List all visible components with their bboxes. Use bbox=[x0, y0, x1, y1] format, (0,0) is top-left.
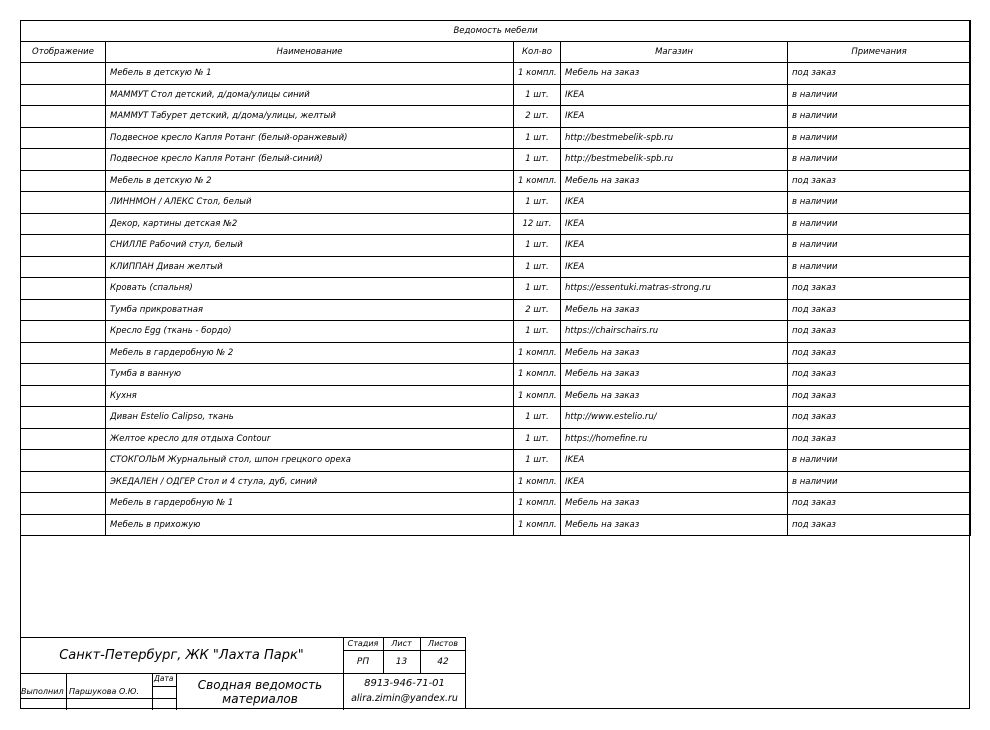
cell-note: под заказ bbox=[788, 170, 971, 192]
cell-display bbox=[21, 299, 106, 321]
cell-qty: 1 шт. bbox=[514, 321, 561, 343]
cell-store: Мебель на заказ bbox=[561, 493, 788, 515]
table-row bbox=[21, 342, 971, 364]
cell-display bbox=[21, 514, 106, 536]
doc-title-line1: Сводная ведомость bbox=[197, 678, 323, 692]
cell-note: в наличии bbox=[788, 450, 971, 472]
cell-display bbox=[21, 493, 106, 515]
cell-name: Мебель в прихожую bbox=[106, 514, 514, 536]
cell-qty: 1 компл. bbox=[514, 493, 561, 515]
cell-store: IKEA bbox=[561, 256, 788, 278]
table-title: Ведомость мебели bbox=[21, 21, 971, 42]
doc-title-line2: материалов bbox=[222, 692, 298, 706]
cell-store: IKEA bbox=[561, 450, 788, 472]
cell-note: в наличии bbox=[788, 192, 971, 214]
cell-name: ЭКЕДАЛЕН / ОДГЕР Стол и 4 стула, дуб, синий bbox=[106, 471, 514, 493]
cell-qty: 1 шт. bbox=[514, 192, 561, 214]
table-row bbox=[21, 493, 971, 515]
cell-qty: 2 шт. bbox=[514, 299, 561, 321]
cell-name: Мебель в детскую № 2 bbox=[106, 170, 514, 192]
cell-qty: 2 шт. bbox=[514, 106, 561, 128]
cell-store: Мебель на заказ bbox=[561, 364, 788, 386]
col-header-display: Отображение bbox=[21, 42, 106, 63]
performer-name: Паршукова О.Ю. bbox=[69, 687, 139, 696]
cell-qty: 1 шт. bbox=[514, 127, 561, 149]
sheets-value: 42 bbox=[437, 657, 449, 667]
performed-label: Выполнил bbox=[21, 687, 64, 696]
cell-display bbox=[21, 428, 106, 450]
cell-note: под заказ bbox=[788, 278, 971, 300]
cell-name: МАММУТ Табурет детский, д/дома/улицы, желтый bbox=[106, 106, 514, 128]
table-row bbox=[21, 256, 971, 278]
cell-qty: 1 шт. bbox=[514, 407, 561, 429]
cell-name: МАММУТ Стол детский, д/дома/улицы синий bbox=[106, 84, 514, 106]
col-header-qty: Кол-во bbox=[514, 42, 561, 63]
table-row bbox=[21, 149, 971, 171]
cell-note: в наличии bbox=[788, 235, 971, 257]
cell-note: под заказ bbox=[788, 321, 971, 343]
cell-store: Мебель на заказ bbox=[561, 63, 788, 85]
table-row bbox=[21, 514, 971, 536]
cell-note: под заказ bbox=[788, 514, 971, 536]
cell-qty: 1 компл. bbox=[514, 385, 561, 407]
cell-qty: 1 компл. bbox=[514, 170, 561, 192]
furniture-table bbox=[20, 20, 971, 536]
table-row bbox=[21, 385, 971, 407]
cell-store: http://bestmebelik-spb.ru bbox=[561, 127, 788, 149]
cell-note: в наличии bbox=[788, 84, 971, 106]
cell-note: в наличии bbox=[788, 213, 971, 235]
cell-display bbox=[21, 256, 106, 278]
table-row bbox=[21, 235, 971, 257]
cell-display bbox=[21, 84, 106, 106]
cell-note: под заказ bbox=[788, 63, 971, 85]
cell-qty: 1 шт. bbox=[514, 256, 561, 278]
cell-qty: 1 шт. bbox=[514, 278, 561, 300]
table-row bbox=[21, 428, 971, 450]
cell-store: IKEA bbox=[561, 471, 788, 493]
cell-name: Кресло Egg (ткань - бордо) bbox=[106, 321, 514, 343]
cell-qty: 1 компл. bbox=[514, 471, 561, 493]
cell-name: СНИЛЛЕ Рабочий стул, белый bbox=[106, 235, 514, 257]
cell-qty: 12 шт. bbox=[514, 213, 561, 235]
cell-display bbox=[21, 278, 106, 300]
cell-note: в наличии bbox=[788, 106, 971, 128]
cell-store: https://essentuki.matras-strong.ru bbox=[561, 278, 788, 300]
cell-qty: 1 шт. bbox=[514, 84, 561, 106]
cell-qty: 1 компл. bbox=[514, 514, 561, 536]
cell-note: в наличии bbox=[788, 127, 971, 149]
cell-name: Кухня bbox=[106, 385, 514, 407]
table-row bbox=[21, 299, 971, 321]
cell-display bbox=[21, 364, 106, 386]
cell-qty: 1 компл. bbox=[514, 364, 561, 386]
cell-display bbox=[21, 149, 106, 171]
cell-display bbox=[21, 407, 106, 429]
cell-note: под заказ bbox=[788, 364, 971, 386]
table-row bbox=[21, 407, 971, 429]
table-row bbox=[21, 192, 971, 214]
contact-phone: 8913-946-71-01 bbox=[364, 678, 445, 689]
cell-note: в наличии bbox=[788, 471, 971, 493]
table-row bbox=[21, 471, 971, 493]
table-row bbox=[21, 63, 971, 85]
cell-store: IKEA bbox=[561, 213, 788, 235]
table-row bbox=[21, 127, 971, 149]
cell-name: Кровать (спальня) bbox=[106, 278, 514, 300]
cell-name: Подвесное кресло Капля Ротанг (белый-синий) bbox=[106, 149, 514, 171]
cell-store: https://homefine.ru bbox=[561, 428, 788, 450]
table-row bbox=[21, 213, 971, 235]
col-header-name: Наименование bbox=[106, 42, 514, 63]
cell-store: IKEA bbox=[561, 84, 788, 106]
cell-store: http://www.estelio.ru/ bbox=[561, 407, 788, 429]
cell-display bbox=[21, 450, 106, 472]
cell-qty: 1 шт. bbox=[514, 149, 561, 171]
stage-value: РП bbox=[356, 657, 370, 667]
cell-display bbox=[21, 106, 106, 128]
cell-display bbox=[21, 235, 106, 257]
stage-label: Стадия bbox=[347, 639, 379, 648]
cell-note: под заказ bbox=[788, 428, 971, 450]
cell-note: в наличии bbox=[788, 256, 971, 278]
cell-qty: 1 компл. bbox=[514, 63, 561, 85]
cell-note: под заказ bbox=[788, 342, 971, 364]
cell-name: ЛИННМОН / АЛЕКС Стол, белый bbox=[106, 192, 514, 214]
contact-email: alira.zimin@yandex.ru bbox=[351, 693, 458, 704]
date-label: Дата bbox=[154, 674, 174, 683]
cell-name: СТОКГОЛЬМ Журнальный стол, шпон грецкого ореха bbox=[106, 450, 514, 472]
cell-note: под заказ bbox=[788, 493, 971, 515]
cell-name: КЛИППАН Диван желтый bbox=[106, 256, 514, 278]
cell-display bbox=[21, 192, 106, 214]
cell-display bbox=[21, 321, 106, 343]
cell-name: Желтое кресло для отдыха Contour bbox=[106, 428, 514, 450]
cell-note: в наличии bbox=[788, 149, 971, 171]
cell-name: Диван Estelio Calipso, ткань bbox=[106, 407, 514, 429]
cell-note: под заказ bbox=[788, 299, 971, 321]
sheet-label: Лист bbox=[391, 639, 412, 648]
cell-store: IKEA bbox=[561, 106, 788, 128]
cell-note: под заказ bbox=[788, 407, 971, 429]
col-header-store: Магазин bbox=[561, 42, 788, 63]
cell-display bbox=[21, 471, 106, 493]
col-header-note: Примечания bbox=[788, 42, 971, 63]
table-row bbox=[21, 170, 971, 192]
table-row bbox=[21, 321, 971, 343]
cell-display bbox=[21, 170, 106, 192]
table-row bbox=[21, 106, 971, 128]
sheet-value: 13 bbox=[395, 657, 408, 667]
project-name: Санкт-Петербург, ЖК "Лахта Парк" bbox=[59, 648, 304, 663]
cell-name: Тумба прикроватная bbox=[106, 299, 514, 321]
cell-display bbox=[21, 385, 106, 407]
cell-name: Подвесное кресло Капля Ротанг (белый-оранжевый) bbox=[106, 127, 514, 149]
table-row bbox=[21, 84, 971, 106]
cell-note: под заказ bbox=[788, 385, 971, 407]
cell-store: IKEA bbox=[561, 192, 788, 214]
cell-qty: 1 шт. bbox=[514, 450, 561, 472]
cell-qty: 1 компл. bbox=[514, 342, 561, 364]
table-row bbox=[21, 450, 971, 472]
cell-store: Мебель на заказ bbox=[561, 514, 788, 536]
cell-qty: 1 шт. bbox=[514, 428, 561, 450]
cell-store: IKEA bbox=[561, 235, 788, 257]
cell-qty: 1 шт. bbox=[514, 235, 561, 257]
title-block bbox=[20, 637, 466, 709]
cell-name: Тумба в ванную bbox=[106, 364, 514, 386]
cell-name: Мебель в гардеробную № 2 bbox=[106, 342, 514, 364]
cell-store: Мебель на заказ bbox=[561, 342, 788, 364]
cell-name: Декор, картины детская №2 bbox=[106, 213, 514, 235]
cell-display bbox=[21, 63, 106, 85]
cell-store: Мебель на заказ bbox=[561, 170, 788, 192]
cell-store: Мебель на заказ bbox=[561, 299, 788, 321]
cell-name: Мебель в детскую № 1 bbox=[106, 63, 514, 85]
cell-display bbox=[21, 342, 106, 364]
sheets-label: Листов bbox=[428, 639, 458, 648]
table-row bbox=[21, 278, 971, 300]
cell-name: Мебель в гардеробную № 1 bbox=[106, 493, 514, 515]
cell-display bbox=[21, 213, 106, 235]
cell-display bbox=[21, 127, 106, 149]
table-row bbox=[21, 364, 971, 386]
cell-store: https://chairschairs.ru bbox=[561, 321, 788, 343]
cell-store: Мебель на заказ bbox=[561, 385, 788, 407]
cell-store: http://bestmebelik-spb.ru bbox=[561, 149, 788, 171]
